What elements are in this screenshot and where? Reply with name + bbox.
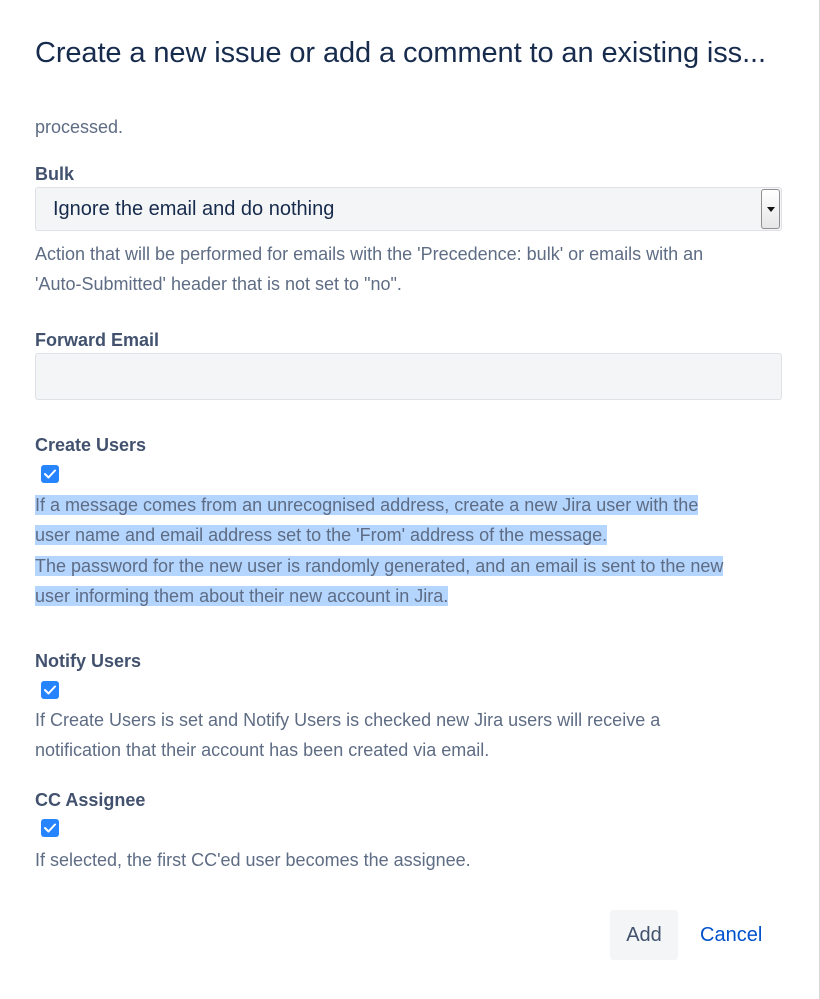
create-users-label: Create Users (35, 434, 147, 455)
create-users-description-line4: user informing them about their new account in Jira. (35, 586, 449, 606)
dialog-footer (0, 910, 820, 960)
create-users-checkbox[interactable] (41, 465, 59, 483)
notify-users-field (35, 649, 785, 766)
create-users-description-line2: user name and email address set to the 'From' address of the message. (35, 525, 608, 545)
bulk-select-value: Ignore the email and do nothing (53, 197, 335, 220)
bulk-description-line1: Action that will be performed for emails with the 'Precedence: bulk' or emails with an (35, 243, 704, 264)
notify-users-label: Notify Users (35, 650, 142, 671)
processed-text: processed. (35, 117, 124, 137)
checkmark-icon (44, 823, 56, 833)
checkmark-icon (44, 469, 56, 479)
forward-email-field (35, 328, 785, 400)
cancel-button[interactable]: Cancel (700, 924, 763, 946)
notify-users-description-line1: If Create Users is set and Notify Users is checked new Jira users will receive a (35, 709, 661, 730)
bulk-field (35, 162, 785, 300)
notify-users-description-line2: notification that their account has been created via email. (35, 740, 490, 760)
cc-assignee-checkbox[interactable] (41, 819, 59, 837)
bulk-select[interactable] (35, 187, 782, 231)
forward-email-label: Forward Email (35, 329, 160, 350)
notify-users-checkbox[interactable] (41, 681, 59, 699)
bulk-description-line2: 'Auto-Submitted' header that is not set to "no". (35, 274, 402, 294)
bulk-description (35, 239, 785, 300)
dialog-title: Create a new issue or add a comment to an existing iss... (35, 37, 766, 69)
dialog-content (35, 112, 785, 875)
create-users-description-line1: If a message comes from an unrecognised address, create a new Jira user with the (35, 494, 699, 515)
create-users-field (35, 433, 785, 612)
triangle-down-icon[interactable] (761, 189, 780, 229)
add-button[interactable]: Add (610, 910, 678, 960)
bulk-label: Bulk (35, 163, 75, 184)
forward-email-input[interactable] (35, 353, 782, 400)
cc-assignee-label: CC Assignee (35, 789, 146, 810)
notify-users-description (35, 705, 785, 766)
cc-assignee-description: If selected, the first CC'ed user becomes the assignee. (35, 849, 471, 870)
create-users-description (35, 490, 785, 612)
checkmark-icon (44, 685, 56, 695)
cc-assignee-field (35, 788, 785, 876)
create-users-description-line3: The password for the new user is randomly generated, and an email is sent to the new (35, 555, 724, 576)
